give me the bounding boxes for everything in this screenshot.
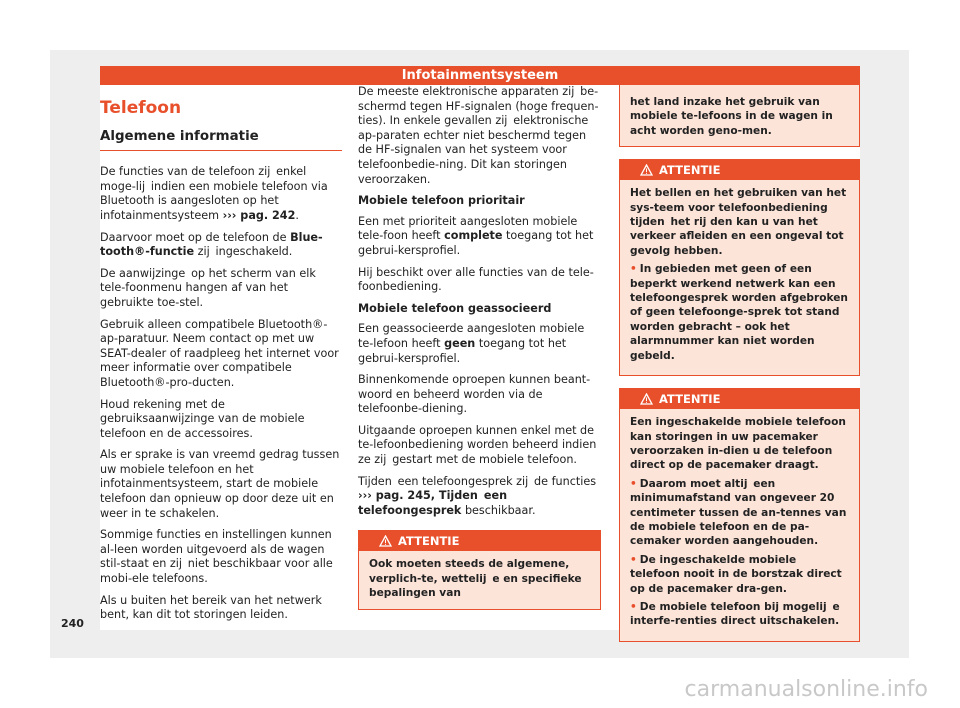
paragraph: De meeste elektronische apparaten zij be-schermd tegen HF-signalen (hoge frequen-ties). In enkele gevallen zij elektronische ap-paraten echter niet beschermd tegen de HF-signalen van het systeem voor telefoonbedie-ning. Dit kan storingen veroorzaken. <box>358 85 599 186</box>
subheading: Mobiele telefoon prioritair <box>358 194 525 208</box>
page-reference-link[interactable]: ››› pag. 245, Tijden een telefoongesprek <box>358 489 508 517</box>
paragraph: De aanwijzinge op het scherm van elk tele-foonmenu hangen af van het gebruikte toe-stel. <box>100 266 316 309</box>
paragraph: De functies van de telefoon zij enkel moge-lij indien een mobiele telefoon via Bluetooth is aangesloten op het infotainmentsysteem ››› pag. 242. <box>100 165 328 222</box>
warning-header: ATTENTIE <box>359 531 600 551</box>
warning-header: ATTENTIE <box>620 160 859 180</box>
bullet-icon: • <box>630 477 637 490</box>
warning-text: Ook moeten steeds de algemene, verplich-te, wettelij e en specifieke bepalingen van <box>369 558 582 600</box>
paragraph: Uitgaande oproepen kunnen enkel met de te-lefoonbediening worden beheerd indien ze zij gestart met de mobiele telefoon. <box>358 423 597 467</box>
warning-triangle-icon <box>640 164 653 176</box>
column-left <box>100 85 342 630</box>
warning-text: Het bellen en het gebruiken van het sys-teem voor telefoonbediening tijden het rij den kan u van het verkeer afleiden en een ongeval tot gevolg hebben. • In gebieden met geen of een beperkt werkend netwerk kan een telefoongesprek worden afgebroken of geen telefoonge-sprek tot stand worden gebracht – ook het alarmnummer kan niet worden gebeld. <box>630 187 848 362</box>
page-title: Telefoon <box>100 98 182 118</box>
warning-box <box>358 530 601 609</box>
paragraph: Als er sprake is van vreemd gedrag tussen uw mobiele telefoon en het infotainmentsysteem, start de mobiele telefoon dan opnieuw op door deze uit en weer in te schakelen. <box>100 448 340 520</box>
page-content <box>100 85 860 630</box>
warning-triangle-icon <box>640 393 653 405</box>
section-title: Algemene informatie <box>100 130 342 152</box>
warning-box <box>619 159 860 376</box>
watermark: carmanualsonline.info <box>684 677 928 702</box>
subheading: Mobiele telefoon geassocieerd <box>358 301 552 315</box>
paragraph: Gebruik alleen compatibele Bluetooth®-ap-paratuur. Neem contact op met uw SEAT-dealer of raadpleeg het internet voor meer informatie over compatibele Bluetooth®-pro-ducten. <box>100 317 339 389</box>
warning-triangle-icon <box>379 535 392 547</box>
column-middle <box>358 85 601 622</box>
page-number: 240 <box>61 617 84 630</box>
warning-box <box>619 388 860 642</box>
warning-header: ATTENTIE <box>620 389 859 409</box>
bullet-icon: • <box>630 600 637 613</box>
paragraph: Houd rekening met de gebruiksaanwijzinge van de mobiele telefoon en de accessoires. <box>100 397 305 440</box>
paragraph: Tijden een telefoongesprek zij de functies ››› pag. 245, Tijden een telefoongesprek beschikbaar. <box>358 474 597 517</box>
running-header: Infotainmentsysteem <box>100 66 860 85</box>
paragraph: Als u buiten het bereik van het netwerk bent, kan dit tot storingen leiden. <box>100 593 322 622</box>
paragraph: Een geassocieerde aangesloten mobiele te-lefoon heeft geen toegang tot het gebrui-kersprofiel. <box>358 322 585 365</box>
paragraph: Sommige functies en instellingen kunnen al-leen worden uitgevoerd als de wagen stil-staat en zij niet beschikbaar voor alle mobi-ele telefoons. <box>100 528 333 586</box>
warning-continuation: het land inzake het gebruik van mobiele te-lefoons in de wagen in acht worden geno-men. <box>619 85 860 147</box>
column-right <box>619 85 860 654</box>
paragraph: Daarvoor moet op de telefoon de Blue-tooth®-functie zij ingeschakeld. <box>100 230 323 259</box>
paragraph: Een met prioriteit aangesloten mobiele tele-foon heeft complete toegang tot het gebrui-kersprofiel. <box>358 214 594 257</box>
warning-text: Een ingeschakelde mobiele telefoon kan storingen in uw pacemaker veroorzaken in-dien u de telefoon direct op de pacemaker draagt. • Daarom moet altij een minimumafstand van ongeveer 20 centimeter tussen de an-tennes van de mobiele telefoon en de pa-cemaker worden aangehouden. • De ingeschakelde mobiele telefoon nooit in de borstzak direct op de pacemaker dra-gen. • De mobiele telefoon bij mogelij e interfe-renties direct uitschakelen. <box>630 416 847 628</box>
bullet-icon: • <box>630 263 637 276</box>
bullet-icon: • <box>630 553 637 566</box>
paragraph: Hij beschikt over alle functies van de tele-foonbediening. <box>358 265 594 294</box>
page-reference-link[interactable]: ››› pag. 242 <box>222 208 296 222</box>
paragraph: Binnenkomende oproepen kunnen beant-woord en beheerd worden via de telefoonbe-diening. <box>358 373 591 416</box>
